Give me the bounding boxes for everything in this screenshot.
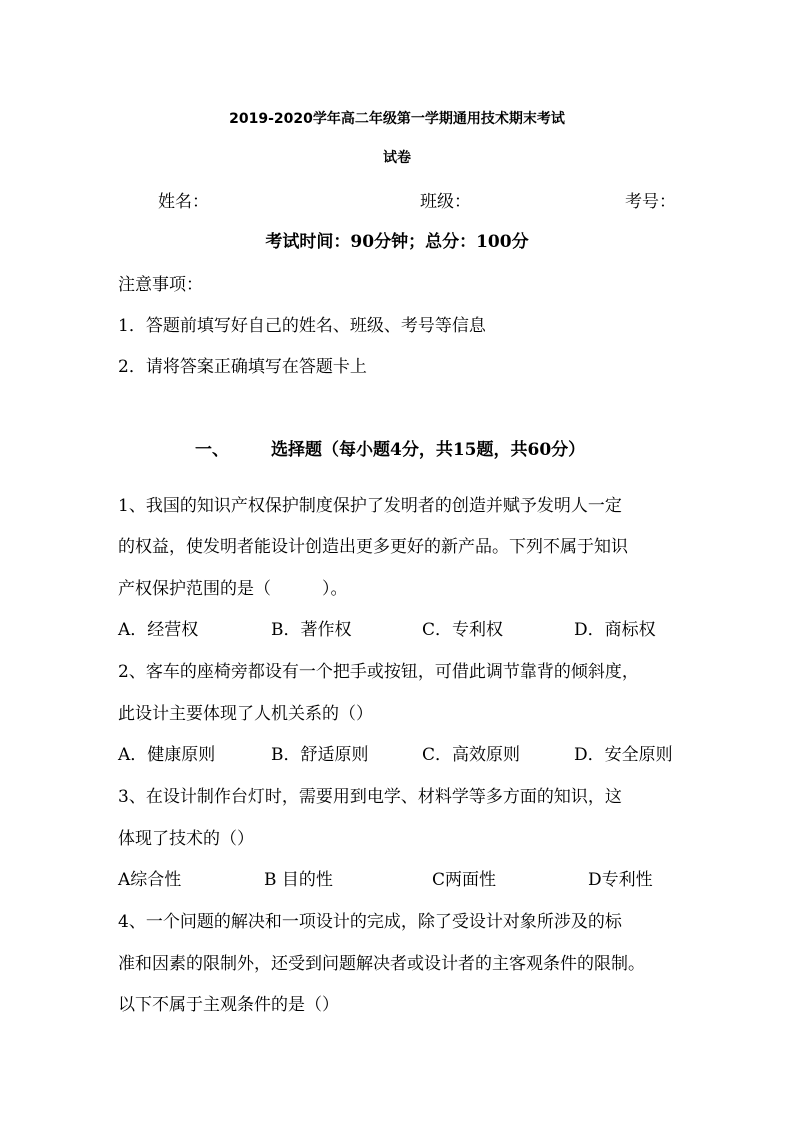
option-b: B．舒适原则 (271, 745, 369, 765)
option-a: A．健康原则 (118, 745, 216, 765)
notice-item: 1．答题前填写好自己的姓名、班级、考号等信息 (118, 316, 486, 336)
question-text: 4、一个问题的解决和一项设计的完成，除了受设计对象所涉及的标 (118, 912, 622, 932)
question-options (118, 618, 678, 642)
option-d: D．安全原则 (574, 745, 673, 765)
option-a: A．经营权 (118, 620, 199, 640)
page-title-continued: 试卷 (383, 150, 411, 166)
notice-item: 2．请将答案正确填写在答题卡上 (118, 357, 367, 377)
question-text: 体现了技术的（） (118, 829, 254, 849)
question-text: 2、客车的座椅旁都设有一个把手或按钮，可借此调节靠背的倾斜度， (118, 662, 639, 682)
option-c: C两面性 (432, 870, 497, 890)
option-b: B．著作权 (271, 620, 352, 640)
option-c: C．专利权 (422, 620, 504, 640)
page-title: 2019-2020学年高二年级第一学期通用技术期末考试 (229, 111, 565, 127)
question-text: 的权益，使发明者能设计创造出更多更好的新产品。下列不属于知识 (118, 537, 628, 557)
question-text: 准和因素的限制外，还受到问题解决者或设计者的主客观条件的限制。 (118, 954, 645, 974)
question-text: 此设计主要体现了人机关系的（） (118, 704, 373, 724)
section-number: 一、 (195, 440, 229, 460)
option-a: A综合性 (118, 870, 182, 890)
class-label: 班级： (420, 192, 471, 212)
notice-heading: 注意事项： (118, 275, 203, 295)
question-text: 以下不属于主观条件的是（） (118, 995, 339, 1015)
question-options (118, 743, 678, 767)
section-title: 选择题（每小题4分，共15题，共60分） (271, 440, 586, 460)
option-d: D．商标权 (574, 620, 656, 640)
option-c: C．高效原则 (422, 745, 521, 765)
question-text: 3、在设计制作台灯时，需要用到电学、材料学等多方面的知识，这 (118, 787, 622, 807)
option-d: D专利性 (588, 870, 653, 890)
exam-info: 考试时间：90分钟；总分：100分 (265, 232, 529, 252)
option-b: B 目的性 (264, 870, 333, 890)
question-options (118, 868, 678, 892)
name-label: 姓名： (158, 192, 209, 212)
section-heading (195, 438, 585, 462)
exam-number-label: 考号： (625, 192, 676, 212)
question-text: 产权保护范围的是（ ）。 (118, 579, 348, 599)
question-text: 1、我国的知识产权保护制度保护了发明者的创造并赋予发明人一定 (118, 496, 622, 516)
